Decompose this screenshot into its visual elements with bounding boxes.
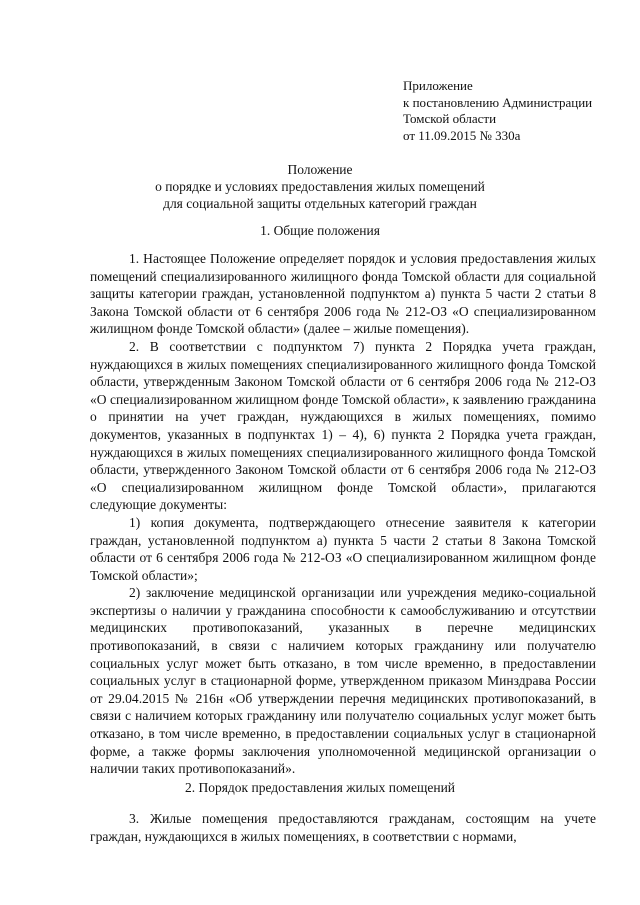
section-body bbox=[90, 250, 596, 778]
paragraph: 1) копия документа, подтверждающего отнесение заявителя к категории граждан, установленной подпунктом а) пункта 5 части 2 статьи 8 Закона Томской области от 6 сентября 2006 года № 212-ОЗ «О специализированном жилищном фонде Томской области»; bbox=[90, 514, 596, 583]
paragraph: 3. Жилые помещения предоставляются гражданам, состоящим на учете граждан, нуждающихся в жилых помещениях, в соответствии с нормами, bbox=[90, 811, 596, 844]
paragraph: 2) заключение медицинской организации или учреждения медико-социальной экспертизы о наличии у гражданина способности к самообслуживанию и отсутствии медицинских противопоказаний, указанных в перечне медицинских противопоказаний, в связи с наличием которых гражданину или получателю социальных услуг может быть отказано, в том числе временно, в предоставлении социальных услуг в стационарной форме, утвержденном приказом Минздрава России от 29.04.2015 № 216н «Об утверждении перечня медицинских противопоказаний, в связи с наличием которых гражданину или получателю социальных услуг может быть отказано, в том числе временно, в предоставлении социальных услуг в стационарной форме, а также формы заключения уполномоченной медицинской организации о наличии таких противопоказаний». bbox=[90, 585, 596, 777]
section-body bbox=[90, 810, 596, 845]
section-heading: 2. Порядок предоставления жилых помещений bbox=[184, 780, 456, 795]
appendix-line: Томской области bbox=[403, 111, 497, 126]
paragraph: 1. Настоящее Положение определяет порядок и условия предоставления жилых помещений специализированного жилищного фонда Томской области для социальной защиты категории граждан, установленной подпунктом а) пункта 5 части 2 статьи 8 Закона Томской области от 6 сентября 2006 года № 212-ОЗ «О специализированном жилищном фонде Томской области» (далее – жилые помещения). bbox=[90, 251, 596, 337]
paragraph: 2. В соответствии с подпунктом 7) пункта 2 Порядка учета граждан, нуждающихся в жилых помещениях специализированного жилищного фонда Томской области, утвержденным Законом Томской области от 6 сентября 2006 года № 212-ОЗ «О специализированном жилищном фонде Томской области», к заявлению гражданина о принятии на учет граждан, нуждающихся в жилых помещениях, помимо документов, указанных в подпунктах 1) – 4), 6) пункта 2 Порядка учета граждан, нуждающихся в жилых помещениях специализированного жилищного фонда Томской области, утвержденного Законом Томской области от 6 сентября 2006 года № 212-ОЗ «О специализированном жилищном фонде Томской области», прилагаются следующие документы: bbox=[90, 338, 596, 513]
appendix-line: к постановлению Администрации bbox=[403, 94, 593, 110]
appendix-line: от 11.09.2015 № 330а bbox=[403, 127, 521, 143]
title-line: для социальной защиты отдельных категорий граждан bbox=[163, 196, 477, 211]
title-line: о порядке и условиях предоставления жилых помещений bbox=[155, 179, 485, 194]
section-heading: 1. Общие положения bbox=[260, 223, 380, 238]
appendix-block bbox=[403, 78, 592, 144]
document-title bbox=[90, 161, 550, 212]
appendix-line: Приложение bbox=[403, 78, 473, 93]
title-line: Положение bbox=[287, 162, 353, 177]
